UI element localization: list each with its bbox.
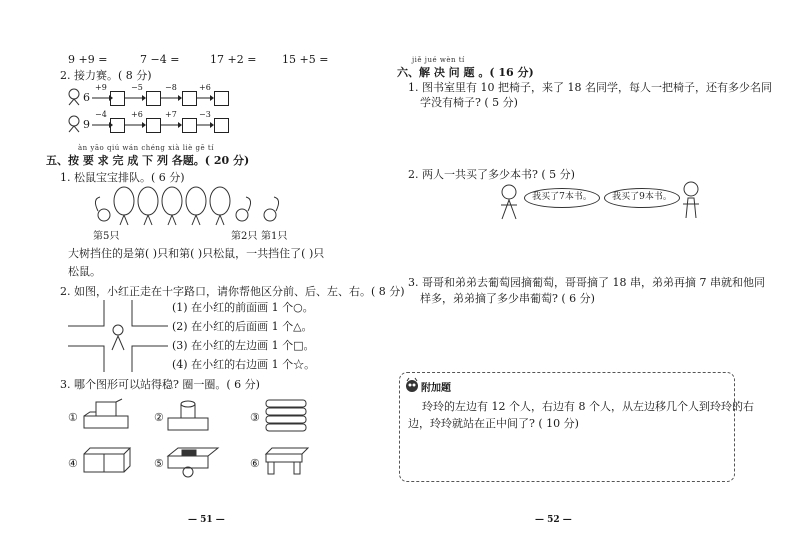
shape-label-4: ④	[68, 457, 78, 470]
squirrels-trees-illustration	[92, 185, 292, 230]
equation-3: 17 +2 =	[210, 53, 257, 66]
two-cubes-shape[interactable]	[82, 446, 132, 474]
relay1-start: 6	[83, 91, 90, 104]
problem3-line-2: 样多，弟弟摘了多少串葡萄? ( 6 分)	[420, 292, 595, 305]
cylinder-on-block-shape[interactable]	[166, 398, 212, 432]
speech-bubble-right-text: 我买了9本书。	[612, 192, 672, 202]
crossroad-item-1: (1) 在小红的前面画 1 个○。	[172, 301, 314, 314]
crossroad-diagram	[68, 300, 168, 372]
bonus-title: 附加题	[421, 383, 451, 394]
section5-title: 五、按 要 求 完 成 下 列 各题。( 20 分)	[46, 154, 250, 167]
speech-bubble-right	[604, 188, 680, 208]
relay-question-title: 2. 接力赛。( 8 分)	[60, 69, 152, 82]
stability-question-title: 3. 哪个图形可以站得稳? 圈一圈。( 6 分)	[60, 378, 260, 391]
shape-label-1: ①	[68, 411, 78, 424]
equation-2: 7 −4 =	[140, 53, 180, 66]
squirrel-question-title: 1. 松鼠宝宝排队。( 6 分)	[60, 171, 185, 184]
relay1-op-1: +9	[95, 83, 107, 92]
problem1-line-1: 1. 图书室里有 10 把椅子，来了 18 名同学，每人一把椅子，还有多少名同	[408, 81, 772, 94]
speech-bubble-left	[524, 188, 600, 208]
squirrel-fill-line-2: 松鼠。	[68, 265, 101, 278]
squirrel-label-5: 第5只	[93, 231, 120, 242]
relay2-op-2: +6	[131, 110, 143, 119]
equation-4: 15 +5 =	[282, 53, 329, 66]
stepped-block-shape[interactable]	[82, 398, 132, 432]
problem3-line-1: 3. 哥哥和弟弟去葡萄园摘葡萄，哥哥摘了 18 串，弟弟再摘 7 串就和他同	[408, 276, 765, 289]
crossroad-question-title: 2. 如图，小红正走在十字路口，请你帮他区分前、后、左、右。( 8 分)	[60, 285, 405, 298]
relay2-arrows	[90, 120, 230, 130]
right-page-number: — 52 —	[535, 515, 572, 525]
relay2-start: 9	[83, 118, 90, 131]
problem2-title: 2. 两人一共买了多少本书? ( 5 分)	[408, 168, 575, 181]
bonus-line-1: 玲玲的左边有 12 个人，右边有 8 个人，从左边移几个人到玲玲的右	[422, 400, 754, 413]
relay1-op-3: −8	[165, 83, 177, 92]
shape-label-5: ⑤	[154, 457, 164, 470]
relay1-arrows	[90, 93, 230, 103]
table-shape[interactable]	[264, 446, 310, 476]
relay1-op-4: +6	[199, 83, 211, 92]
bonus-line-2: 边，玲玲就站在正中间了? ( 10 分)	[408, 417, 579, 430]
section6-title: 六、解 决 问 题 。( 16 分)	[397, 66, 534, 79]
squirrel-label-2: 第2只	[231, 231, 258, 242]
child-figure-icon	[66, 88, 82, 106]
child-figure-icon	[66, 115, 82, 133]
problem1-line-2: 学没有椅子? ( 5 分)	[420, 96, 518, 109]
crossroad-item-2: (2) 在小红的后面画 1 个△。	[172, 320, 313, 333]
left-page-number: — 51 —	[188, 515, 225, 525]
relay2-op-3: +7	[165, 110, 177, 119]
shape-label-6: ⑥	[250, 457, 260, 470]
crossroad-item-3: (3) 在小红的左边画 1 个□。	[172, 339, 315, 352]
shape-label-2: ②	[154, 411, 164, 424]
relay2-op-4: −3	[199, 110, 211, 119]
monster-mascot-icon	[404, 377, 420, 393]
relay2-op-1: −4	[95, 110, 107, 119]
boy-figure-icon	[680, 180, 702, 220]
section5-pinyin: àn yāo qiú wán chéng xià liè gē tí	[78, 144, 214, 152]
squirrel-label-1: 第1只	[261, 231, 288, 242]
relay1-op-2: −5	[131, 83, 143, 92]
crossroad-item-4: (4) 在小红的右边画 1 个☆。	[172, 358, 316, 371]
equation-1: 9 +9 =	[68, 53, 108, 66]
block-on-sphere-shape[interactable]	[166, 442, 222, 478]
squirrel-fill-line-1: 大树挡住的是第( )只和第( )只松鼠，一共挡住了( )只	[68, 247, 325, 260]
girl-figure-icon	[498, 183, 520, 221]
speech-bubble-left-text: 我买了7本书。	[532, 192, 592, 202]
section6-pinyin: jiě jué wèn tí	[412, 56, 465, 64]
stacked-cylinders-shape[interactable]	[264, 398, 312, 432]
shape-label-3: ③	[250, 411, 260, 424]
